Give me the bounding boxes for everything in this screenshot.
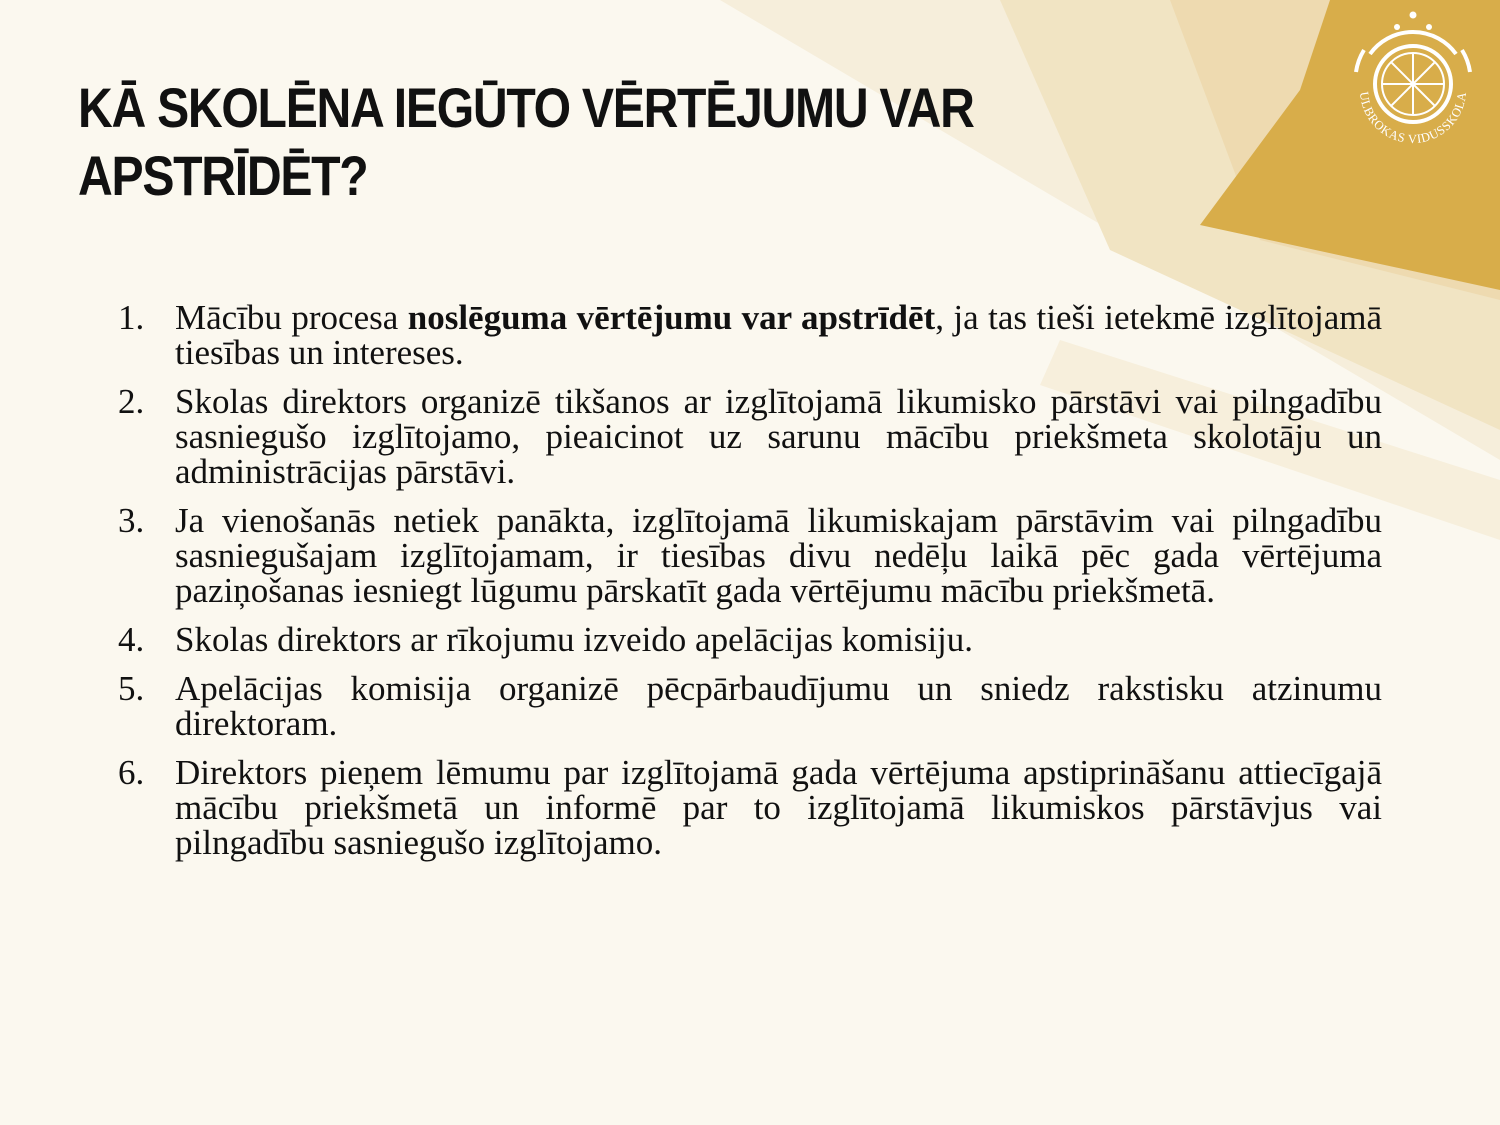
logo-text: ULBROKAS VIDUSSKOLA bbox=[1356, 90, 1470, 147]
list-item-number: 5. bbox=[118, 669, 145, 708]
item-text-regular: Mācību procesa bbox=[175, 298, 408, 337]
list-item-text: Skolas direktors ar rīkojumu izveido apelācijas komisiju. bbox=[175, 620, 974, 659]
title-line-2: APSTRĪDĒT? bbox=[78, 144, 368, 207]
school-logo bbox=[1340, 6, 1486, 152]
list-item bbox=[118, 622, 1382, 657]
lemon-slice-icon bbox=[1375, 46, 1451, 122]
list-item bbox=[118, 671, 1382, 741]
item-text-bold: noslēguma vērtējumu var apstrīdēt bbox=[407, 298, 936, 337]
list-item-number: 1. bbox=[118, 298, 145, 337]
list-item-number: 3. bbox=[118, 501, 145, 540]
list-item bbox=[118, 755, 1382, 860]
list-item bbox=[118, 503, 1382, 608]
list-item-text: Apelācijas komisija organizē pēcpārbaudījumu un sniedz rakstisku atzinumu direktoram. bbox=[175, 669, 1382, 743]
list-item-text: Ja vienošanās netiek panākta, izglītojamā likumiskajam pārstāvim vai pilngadību sasniegušajam izglītojamam, ir tiesības divu nedēļu laikā pēc gada vērtējuma paziņošanas iesniegt lūgumu pārskatīt gada vērtējumu mācību priekšmetā. bbox=[175, 501, 1382, 610]
list-item-number: 4. bbox=[118, 620, 145, 659]
list-item-text bbox=[175, 300, 1382, 370]
appeal-steps-list bbox=[118, 300, 1382, 874]
list-item bbox=[118, 384, 1382, 489]
slide-title bbox=[78, 74, 1024, 210]
list-item-number: 2. bbox=[118, 382, 145, 421]
list-item-number: 6. bbox=[118, 753, 145, 792]
list-item-text: Direktors pieņem lēmumu par izglītojamā gada vērtējuma apstiprināšanu attiecīgajā mācību priekšmetā un informē par to izglītojamā likumiskos pārstāvjus vai pilngadību sasniegušo izglītojamo. bbox=[175, 753, 1382, 862]
list-item-text: Skolas direktors organizē tikšanos ar izglītojamā likumisko pārstāvi vai pilngadību sasniegušo izglītojamo, pieaicinot uz sarunu mācību priekšmeta skolotāju un administrācijas pārstāvi. bbox=[175, 382, 1382, 491]
crown-dots-icon bbox=[1394, 12, 1432, 31]
title-line-1: KĀ SKOLĒNA IEGŪTO VĒRTĒJUMU VAR bbox=[78, 76, 974, 139]
list-item bbox=[118, 300, 1382, 370]
item-text-regular-end: , ja tas tieši ietekmē izglītojamā tiesības un intereses. bbox=[175, 298, 1383, 372]
